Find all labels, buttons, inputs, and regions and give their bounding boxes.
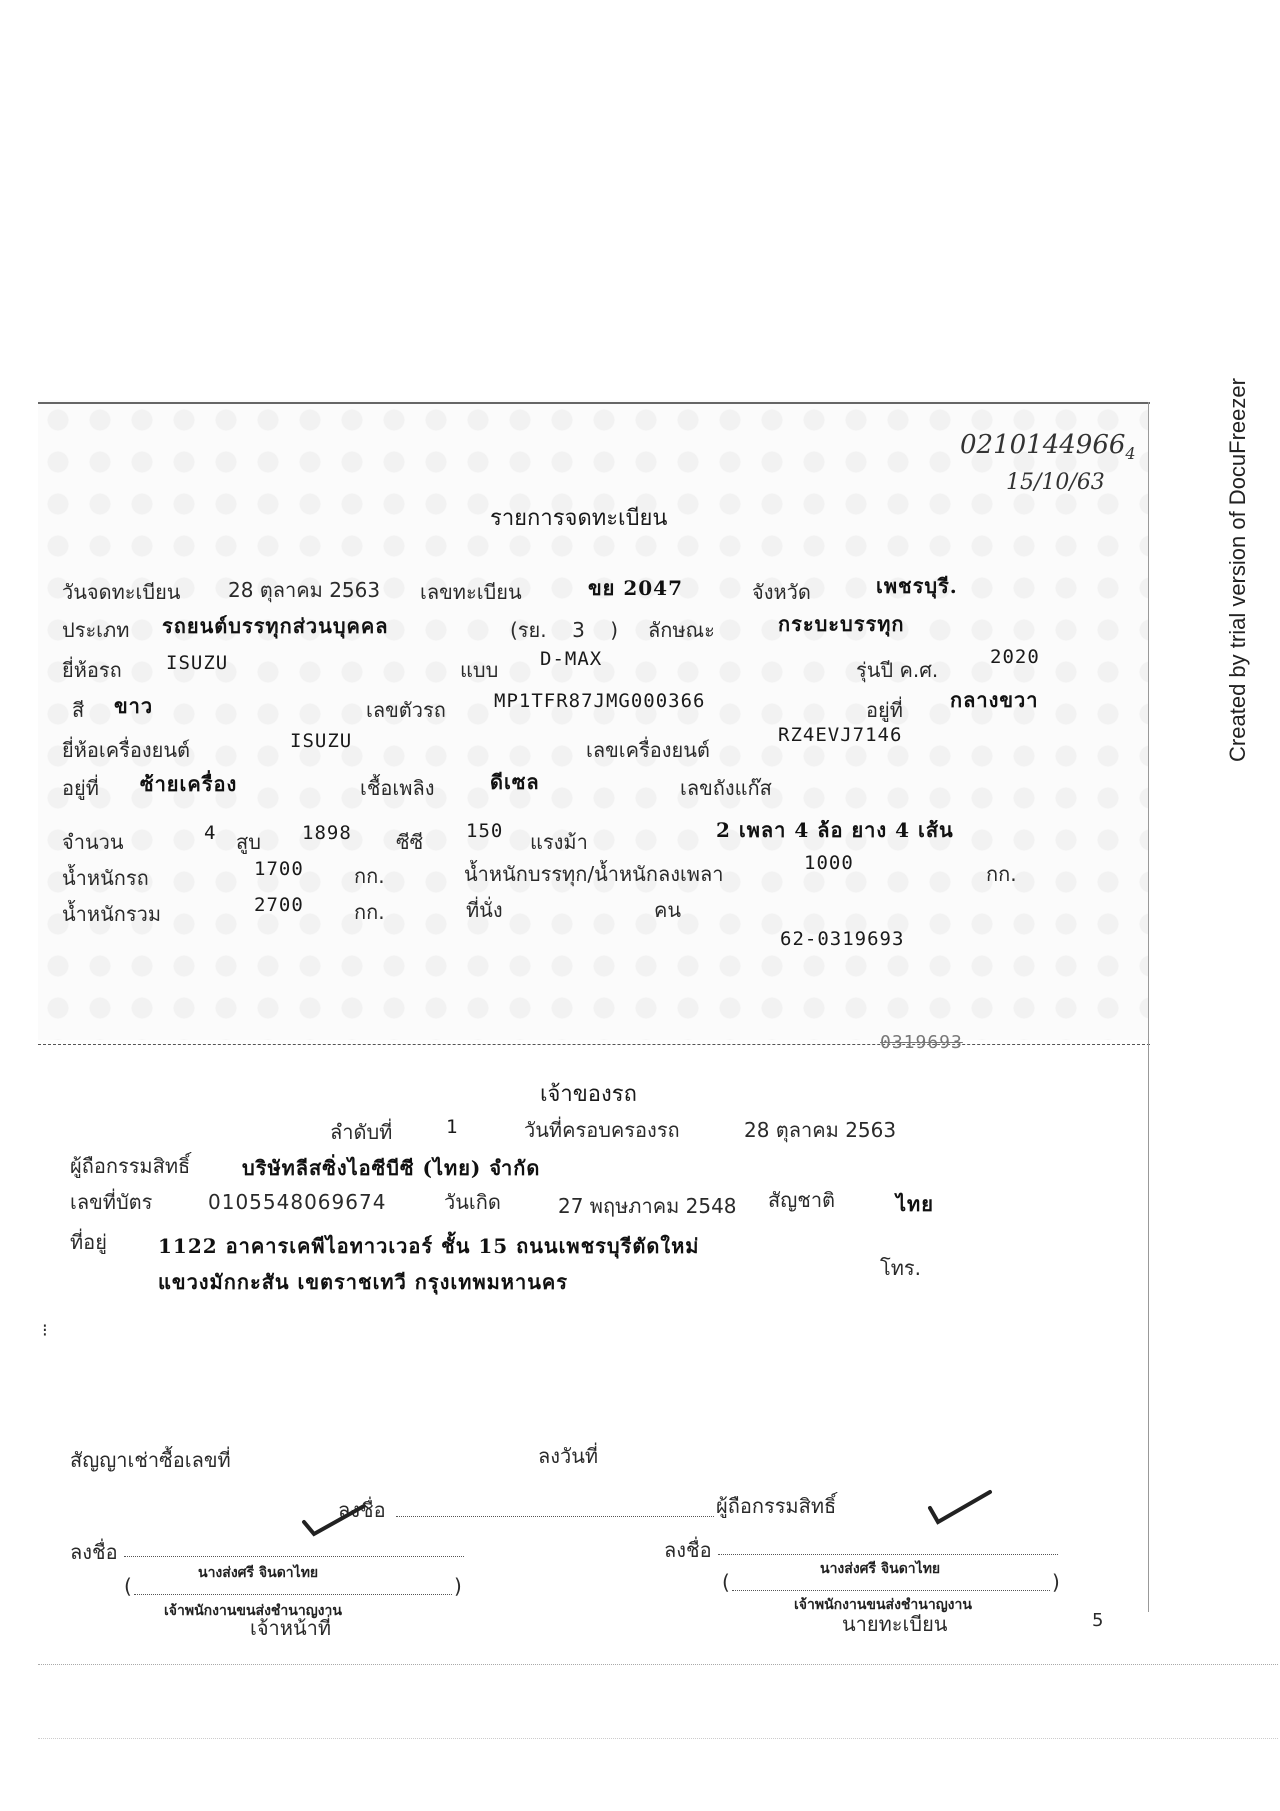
- load-label: น้ำหนักบรรทุก/น้ำหนักลงเพลา: [464, 862, 724, 886]
- center-sign-label: ลงชื่อ: [338, 1498, 386, 1522]
- serial-number: 62-0319693: [780, 928, 905, 950]
- center-sign-dotted-line: [396, 1516, 714, 1517]
- holder-signature-label: ผู้ถือกรรมสิทธิ์: [716, 1494, 837, 1518]
- right-signer-position: เจ้าพนักงานขนส่งชำนาญงาน: [794, 1597, 972, 1613]
- type-code: (รย. 3 ): [510, 618, 619, 642]
- fuel-label: เชื้อเพลิง: [360, 776, 435, 800]
- nationality-value: ไทย: [896, 1192, 934, 1216]
- hp-value: 150: [466, 820, 504, 842]
- left-sign-dotted-line: [124, 1556, 464, 1557]
- checkmark-left-icon: [300, 1500, 370, 1540]
- cylinders-value: 4: [204, 822, 217, 844]
- cc-label: ซีซี: [396, 830, 424, 854]
- registration-panel-background: [38, 400, 1148, 1040]
- weight-unit: กก.: [354, 864, 385, 888]
- seats-label: ที่นั่ง: [466, 898, 503, 922]
- possess-date-label: วันที่ครอบครองรถ: [524, 1118, 680, 1142]
- fuel-value: ดีเซล: [490, 770, 540, 794]
- top-border-line: [38, 402, 1150, 404]
- handwritten-date: 15/10/63: [1006, 470, 1105, 495]
- nationality-label: สัญชาติ: [768, 1188, 836, 1212]
- right-sign-label: ลงชื่อ: [664, 1538, 712, 1562]
- type-value: รถยนต์บรรทุกส่วนบุคคล: [162, 614, 389, 638]
- dob-value: 27 พฤษภาคม 2548: [558, 1194, 737, 1218]
- chassis-label: เลขตัวรถ: [366, 698, 446, 722]
- left-paren-open: (: [124, 1574, 132, 1598]
- owner-seq-label: ลำดับที่: [330, 1120, 393, 1144]
- load-unit: กก.: [986, 862, 1017, 886]
- left-paren-close: ): [454, 1574, 462, 1598]
- possess-date-value: 28 ตุลาคม 2563: [744, 1118, 897, 1142]
- cc-value: 1898: [302, 822, 352, 844]
- year-value: 2020: [990, 646, 1040, 668]
- left-signer-name: นางส่งศรี จินดาไทย: [198, 1565, 319, 1581]
- year-label: รุ่นปี ค.ศ.: [856, 658, 939, 682]
- holder-value: บริษัทลีสซิ่งไอซีบีซี (ไทย) จำกัด: [242, 1156, 541, 1180]
- engine-number-label: เลขเครื่องยนต์: [586, 738, 710, 762]
- right-signer-name: นางส่งศรี จินดาไทย: [820, 1561, 941, 1577]
- color-value: ขาว: [114, 694, 154, 718]
- right-paren-dotted-line: [732, 1590, 1050, 1591]
- serial-stamp: 0319693: [880, 1032, 963, 1053]
- cylinders-label: สูบ: [236, 830, 261, 854]
- color-label: สี: [72, 698, 85, 722]
- right-border-line: [1148, 402, 1149, 1612]
- chassis-location-label: อยู่ที่: [866, 698, 903, 722]
- left-paren-dotted-line: [134, 1594, 452, 1595]
- gross-label: น้ำหนักรวม: [62, 902, 162, 926]
- section-divider-line: [38, 1044, 1150, 1045]
- style-value: กระบะบรรทุก: [778, 612, 905, 636]
- gross-unit: กก.: [354, 900, 385, 924]
- chassis-value: MP1TFR87JMG000366: [494, 690, 706, 712]
- left-sign-label: ลงชื่อ: [70, 1540, 118, 1564]
- left-signer-position: เจ้าพนักงานขนส่งชำนาญงาน: [164, 1603, 342, 1619]
- handwritten-reference: $0210144966_4$: [960, 430, 1136, 464]
- model-value: D-MAX: [540, 648, 603, 670]
- bottom-border-line: [38, 1664, 1278, 1665]
- hp-label: แรงม้า: [530, 830, 588, 854]
- province-value: เพชรบุรี.: [876, 574, 958, 598]
- axles-value: 2 เพลา 4 ล้อ ยาง 4 เส้น: [716, 818, 954, 842]
- right-paren-close: ): [1052, 1570, 1060, 1594]
- load-value: 1000: [804, 852, 854, 874]
- count-label: จำนวน: [62, 830, 124, 854]
- right-paren-open: (: [722, 1570, 730, 1594]
- lease-contract-label: สัญญาเช่าซื้อเลขที่: [70, 1448, 231, 1472]
- brand-value: ISUZU: [166, 652, 229, 674]
- gross-value: 2700: [254, 894, 304, 916]
- style-label: ลักษณะ: [648, 618, 715, 642]
- plate-value: ขย 2047: [588, 576, 684, 600]
- gas-tank-label: เลขถังแก๊ส: [680, 776, 772, 800]
- engine-number-value: RZ4EVJ7146: [778, 724, 903, 746]
- id-value: 0105548069674: [208, 1190, 387, 1214]
- reg-date-value: 28 ตุลาคม 2563: [228, 578, 381, 602]
- province-label: จังหวัด: [752, 580, 811, 604]
- owner-title: เจ้าของรถ: [540, 1082, 637, 1107]
- engine-brand-value: ISUZU: [290, 730, 353, 752]
- address-label: ที่อยู่: [70, 1230, 107, 1254]
- brand-label: ยี่ห้อรถ: [62, 658, 122, 682]
- chassis-location-value: กลางขวา: [950, 688, 1039, 712]
- registration-title: รายการจดทะเบียน: [490, 506, 668, 531]
- seats-unit: คน: [654, 898, 682, 922]
- engine-location-value: ซ้ายเครื่อง: [140, 772, 238, 796]
- checkmark-right-icon: [926, 1488, 996, 1528]
- owner-seq-value: 1: [446, 1116, 459, 1138]
- engine-brand-label: ยี่ห้อเครื่องยนต์: [62, 738, 191, 762]
- watermark-text: Created by trial version of DocuFreezer: [1225, 378, 1250, 762]
- page-number: 5: [1092, 1610, 1104, 1631]
- bottom-border-line-2: [38, 1738, 1278, 1739]
- holder-label: ผู้ถือกรรมสิทธิ์: [70, 1154, 191, 1178]
- margin-mark: ⁝: [42, 1320, 48, 1341]
- weight-label: น้ำหนักรถ: [62, 866, 149, 890]
- id-label: เลขที่บัตร: [70, 1190, 153, 1214]
- address-line-2: แขวงมักกะสัน เขตราชเทวี กรุงเทพมหานคร: [158, 1270, 569, 1294]
- type-label: ประเภท: [62, 618, 130, 642]
- tel-label: โทร.: [880, 1256, 922, 1280]
- dob-label: วันเกิด: [444, 1190, 501, 1214]
- plate-label: เลขทะเบียน: [420, 580, 522, 604]
- left-signer-role: เจ้าหน้าที่: [250, 1616, 332, 1640]
- right-sign-dotted-line: [718, 1554, 1058, 1555]
- reg-date-label: วันจดทะเบียน: [62, 580, 181, 604]
- address-line-1: 1122 อาคารเคพีไอทาวเวอร์ ชั้น 15 ถนนเพชรบุรีตัดใหม่: [158, 1234, 700, 1258]
- right-signer-role: นายทะเบียน: [842, 1612, 948, 1636]
- sign-date-label: ลงวันที่: [538, 1444, 599, 1468]
- model-label: แบบ: [460, 658, 499, 682]
- engine-location-label: อยู่ที่: [62, 776, 99, 800]
- weight-value: 1700: [254, 858, 304, 880]
